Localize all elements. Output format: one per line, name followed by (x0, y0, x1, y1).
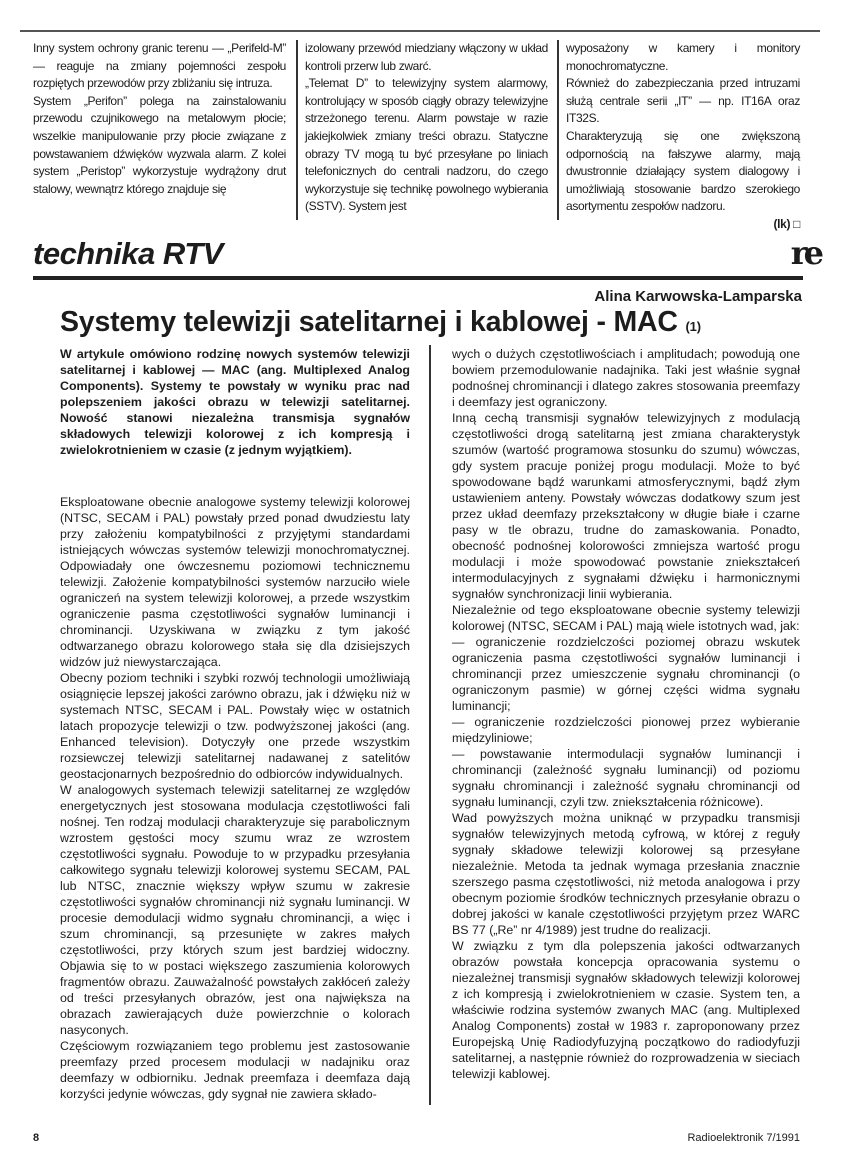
column-divider (557, 40, 559, 220)
top-column-2 (305, 40, 548, 216)
paragraph: Inną cechą transmisji sygnałów telewizyjnych z modulacją częstotliwości drogą satelitarną jest zmiana charakterystyk szumów (wartość programowa stosunku do szumu) wówczas, gdy system pracuje poniżej progu modulacji. Może to być spowodowane bądź warunkami atmosferycznymi, bądź złym ustawieniem anteny. Powstały wówczas dodatkowy szum jest przez układ deemfazy przekształcony w długie białe i czarne pasy w tle obrazu, trudne do zamaskowania. Ponadto, obecność podnośnej kolorowości zmniejsza wartość progu modulacji i może spowodować powstanie zniekształceń intermodulacyjnych z sygnałami dźwięku i harmonicznymi sygnałów synchronizacji linii wybierania. (452, 411, 800, 601)
paragraph: Wad powyższych można uniknąć w przypadku transmisji sygnałów telewizyjnych metodą cyfrową, w której z reguły sygnały składowe telewizji kolorowej są przesyłane niezależnie. Metoda ta jednak wymaga przesłania znacznie szerszego pasma częstotliwości, niż metoda analogowa i przy obecnym poziomie środków technicznych przesyłanie obrazu o dobrej jakości w kanale częstotliwości przyjętym przez WARC BS 77 („Re” nr 4/1989) jest trudne do realizacji. (452, 811, 800, 937)
paragraph: „Telemat D” to telewizyjny system alarmowy, kontrolujący w sposób ciągły obrazy telewizyjne strzeżonego terenu. Alarm powstaje w razie jakiejkolwiek zmiany treści obrazu. Statyczne obrazy TV mogą tu być przesyłane po liniach telefonicznych do centrali nadzoru, do czego wykorzystuje się technikę powolnego wybierania (SSTV). System jest (305, 76, 548, 214)
paragraph: Częściowym rozwiązaniem tego problemu jest zastosowanie preemfazy przed procesem modulacji w nadajniku oraz deemfazy w odbiorniku. Jednak preemfaza i deemfaza dają korzyści jedynie wówczas, gdy sygnał nie zawiera składo- (60, 1039, 410, 1101)
list-item: — ograniczenie rozdzielczości pionowej przez wybieranie międzyliniowe; (452, 715, 800, 745)
column-divider (296, 40, 298, 220)
section-rule (33, 276, 803, 280)
list-item: — powstawanie intermodulacji sygnałów luminancji i chrominancji (zależność sygnału luminancji) od poziomu sygnału chrominancji i zależność sygnału chrominancji od sygnału luminancji, czyli tzw. zniekształcenia różnicowe). (452, 747, 800, 809)
paragraph: W związku z tym dla polepszenia jakości odtwarzanych obrazów powstała koncepcja opracowania systemu o niezależnej transmisji sygnałów składowych telewizji kolorowej z ich kompresją i zwielokrotnieniem w czasie. System ten, a właściwie rodzina systemów zwanych MAC (ang. Multiplexed Analog Components) został w 1983 r. zaproponowany przez Europejską Unię Radiodyfuzyjną początkowo do radiodyfuzji satelitarnej, a następnie również do rozprowadzenia w sieciach telewizji kablowej. (452, 939, 800, 1081)
paragraph: Obecny poziom techniki i szybki rozwój technologii umożliwiają osiągnięcie lepszej jakości zarówno obrazu, jak i dźwięku niż w systemach NTSC, SECAM i PAL. Powstały więc w ostatnich latach propozycje telewizji o tzw. podwyższonej jakości (ang. Enhanced television). Dotyczyły one przede wszystkim rozsiewczej telewizji satelitarnej nadawanej z satelitów geostacjonarnych bezpośrednio do odbiorców indywidualnych. (60, 671, 410, 781)
article-part: (1) (685, 319, 701, 334)
paragraph: wych o dużych częstotliwościach i amplitudach; powodują one bowiem przemodulowanie nadajnika. Taki jest właśnie sygnał podnośnej chrominancji i dlatego zakres stosowania preemfazy i deemfazy jest ograniczony. (452, 347, 800, 409)
column-divider (429, 345, 431, 1105)
paragraph: izolowany przewód miedziany włączony w układ kontroli przerw lub zwarć. (305, 41, 548, 73)
paragraph: Również do zabezpieczania przed intruzami służą centrale serii „IT” — np. IT16A oraz IT32S. (566, 76, 800, 126)
section-title: technika RTV (33, 236, 223, 271)
paragraph: W analogowych systemach telewizji satelitarnej ze względów energetycznych jest stosowana modulacja częstotliwości fali nośnej. Ten rodzaj modulacji charakteryzuje się parabolicznym wzrostem gęstości mocy szumu wraz ze wzrostem częstotliwości sygnału. Powoduje to w przypadku przesyłania całkowitego sygnału telewizji kolorowej systemu SECAM, PAL lub NTSC, znacznie większy wpływ szumu w zakresie częstotliwości sygnałów chrominancji niż sygnału luminancji. W procesie demodulacji widmo sygnału chrominancji, a więc i szum chrominancji, są przesunięte w zakres małych częstotliwości, przy których szum jest bardziej widoczny. Objawia się to w postaci większego zaszumienia kolorowych fragmentów obrazu. Zauważalność powstałych zakłóceń zależy od treści przesyłanych obrazów, jest ona największa na obrazach zawierających duże powierzchnie o kolorach nasyconych. (60, 783, 410, 1037)
article-title-text: Systemy telewizji satelitarnej i kablowej - MAC (60, 306, 678, 338)
top-column-1 (33, 40, 286, 198)
author-signature: (lk) □ (773, 216, 800, 231)
right-column (452, 346, 800, 1082)
list-item: — ograniczenie rozdzielczości poziomej obrazu wskutek ograniczenia pasma częstotliwości sygnałów luminancji i chrominancji przez umieszczenie sygnału chrominancji (o ograniczonym pasmie) w górnej części widma sygnału luminancji; (452, 635, 800, 713)
top-rule (20, 30, 820, 32)
paragraph: Charakteryzują się one zwiększoną odpornością na fałszywe alarmy, mają dwustronnie działający system dialogowy i umożliwiają stosowanie bardzo szerokiego asortymentu zespołów nadzoru. (566, 128, 800, 214)
article-title (60, 306, 701, 339)
paragraph: Inny system ochrony granic terenu — „Perifeld-M” — reaguje na zmiany pojemności zespołu rozpiętych przewodów przy zbliżaniu się intruza. (33, 41, 286, 91)
left-column (60, 346, 410, 1102)
article-author: Alina Karwowska-Lamparska (594, 288, 802, 305)
paragraph: Eksploatowane obecnie analogowe systemy telewizji kolorowej (NTSC, SECAM i PAL) powstały przed ponad dwudziestu laty przy założeniu kompatybilności z przyjętymi standardami istniejących wówczas systemów telewizji monochromatycznej. Odpowiadały one ówczesnemu poziomowi technicznemu telewizji. Założenie kompatybilności systemów narzuciło wiele ograniczeń na system telewizji kolorowej, a przede wszystkim ograniczenie pasma częstotliwości sygnałów luminancji i chrominancji. Uzyskiwana w związku z tym jakość odtwarzanego obrazu kolorowego stała się dla dzisiejszych widzów już niewystarczająca. (60, 495, 410, 669)
paragraph: System „Perifon” polega na zainstalowaniu przewodu czujnikowego na metalowym płocie; wszelkie manipulowanie przy płocie związane z powstawaniem dźwięków wyzwala alarm. Z kolei system „Peristop” wykorzystuje wydrążony drut stalowy, wewnątrz którego znajduje się (33, 93, 286, 196)
paragraph: Niezależnie od tego eksploatowane obecnie systemy telewizji kolorowej (NTSC, SECAM i PAL) mają wiele istotnych wad, jak: (452, 603, 800, 633)
magazine-logo: re (790, 234, 820, 272)
page-number: 8 (33, 1132, 40, 1144)
article-abstract: W artykule omówiono rodzinę nowych systemów telewizji satelitarnej i kablowej — MAC (ang. Multiplexed Analog Components). Systemy te powstały w wyniku prac nad polepszeniem jakości obrazu w telewizji satelitarnej. Nowość stanowi niezależna transmisja sygnałów składowych telewizji kolorowej z ich kompresją i zwielokrotnieniem w czasie (z jednym wyjątkiem). (60, 347, 410, 457)
paragraph: wyposażony w kamery i monitory monochromatyczne. (566, 41, 800, 73)
publication-info: Radioelektronik 7/1991 (687, 1132, 800, 1144)
top-column-3 (566, 40, 800, 234)
